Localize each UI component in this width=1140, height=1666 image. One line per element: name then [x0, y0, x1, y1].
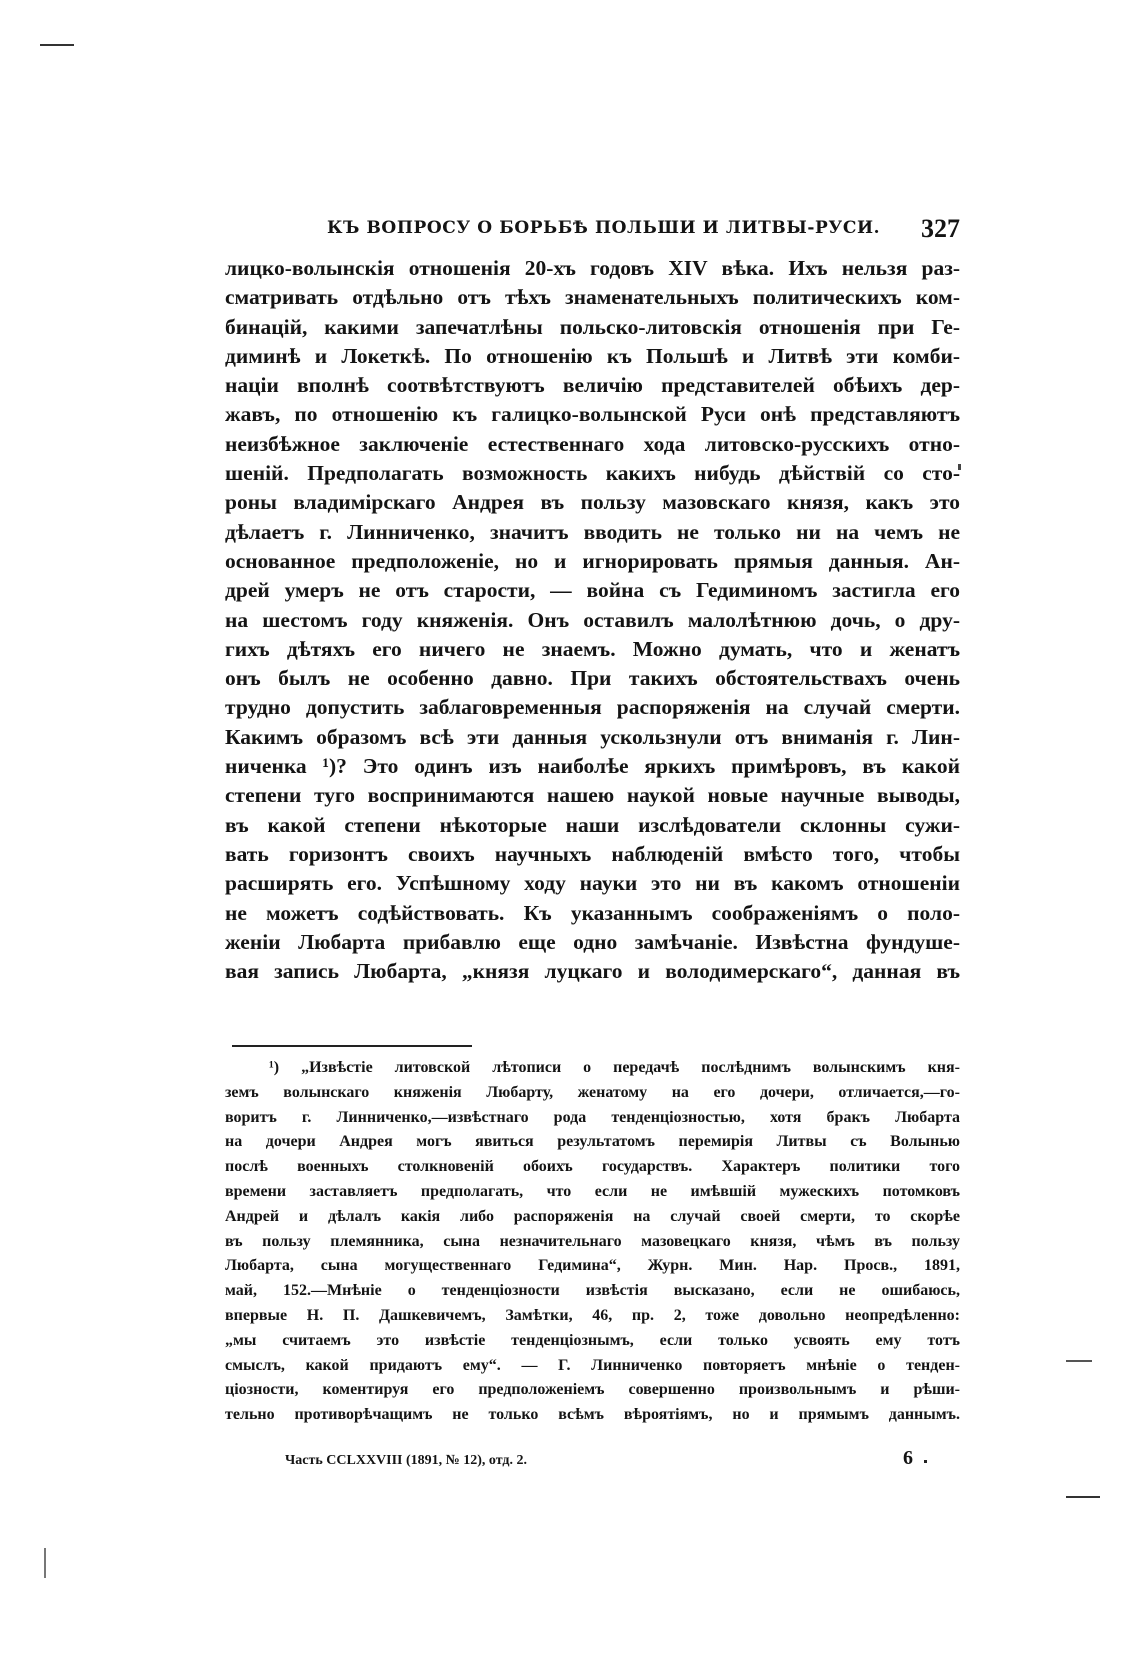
text-line: женіи Любарта прибавлю еще одно замѣчаніе. Извѣстна фундуше-: [225, 929, 960, 954]
sheet-number: 6: [903, 1447, 913, 1469]
footnote-line: въ пользу племянника, сына незначительнаго мазовецкаго князя, чѣмъ въ пользу: [225, 1232, 960, 1250]
footnote-line: на дочери Андрея могъ явиться результатомъ перемирія Литвы съ Волынью: [225, 1133, 960, 1151]
text-line: вать горизонтъ своихъ научныхъ наблюденій вмѣсто того, чтобы: [225, 841, 960, 866]
text-line: дрей умеръ не отъ старости, — война съ Гедиминомъ застигла его: [225, 578, 960, 603]
footnote-line: послѣ военныхъ столкновеній обоихъ государствъ. Характеръ политики того: [225, 1158, 960, 1176]
footnote-line: ціозности, коментируя его предположеніемъ совершенно произвольнымъ и рѣши-: [225, 1381, 960, 1399]
footnote-line: май, 152.—Мнѣніе о тенденціозности извѣстія высказано, если не ошибаюсь,: [225, 1282, 960, 1300]
footnote-line: воритъ г. Линниченко,—извѣстнаго рода тенденціозностью, хотя бракъ Любарта: [225, 1108, 960, 1126]
text-line: расширять его. Успѣшному ходу науки это ни въ какомъ отношеніи: [225, 871, 960, 896]
footnote-line: впервые Н. П. Дашкевичемъ, Замѣтки, 46, пр. 2, тоже довольно неопредѣленно:: [225, 1306, 960, 1324]
text-line: на шестомъ году княженія. Онъ оставилъ малолѣтнюю дочь, о дру-: [225, 607, 960, 632]
text-line: сматривать отдѣльно отъ тѣхъ знаменательныхъ политическихъ ком-: [225, 285, 960, 310]
footnote-divider: [232, 1045, 472, 1047]
text-line: основанное предположеніе, но и игнорировать прямыя данныя. Ан-: [225, 548, 960, 573]
sheet-dot: [924, 1460, 927, 1463]
scan-edge-mark: [1066, 1496, 1100, 1498]
running-head: [225, 214, 960, 244]
text-line: націи вполнѣ соотвѣтствуютъ величію представителей обѣихъ дер-: [225, 373, 960, 398]
footnote-line: тельно противорѣчащимъ не только всѣмъ вѣроятіямъ, но и прямымъ даннымъ.: [225, 1406, 960, 1424]
text-line: въ какой степени нѣкоторые наши изслѣдователи склонны сужи-: [225, 812, 960, 837]
text-line: диминѣ и Локеткѣ. По отношенію къ Польшѣ и Литвѣ эти комби-: [225, 343, 960, 368]
scan-edge-mark: [44, 1548, 46, 1578]
footnote-line: земъ волынскаго княженія Любарту, женатому на его дочери, отличается,—го-: [225, 1083, 960, 1101]
text-line: вая запись Любарта, „князя луцкаго и володимерскаго“, данная въ: [225, 959, 960, 984]
footnotes: [225, 1056, 960, 1428]
text-line: гихъ дѣтяхъ его ничего не знаемъ. Можно думать, что и женатъ: [225, 636, 960, 661]
text-line: Какимъ образомъ всѣ эти данныя ускользнули отъ вниманія г. Лин-: [225, 724, 960, 749]
text-line: трудно допустить заблаговременныя распоряженія на случай смерти.: [225, 695, 960, 720]
text-line: жавъ, по отношенію къ галицко-волынской Руси онѣ представляютъ: [225, 402, 960, 427]
printer-signature: Часть CCLXXVIII (1891, № 12), отд. 2.: [285, 1453, 527, 1468]
text-line: бинацій, какими запечатлѣны польско-литовскія отношенія при Ге-: [225, 314, 960, 339]
text-line: неизбѣжное заключеніе естественнаго хода литовско-русскихъ отно-: [225, 431, 960, 456]
text-line: онъ былъ не особенно давно. При такихъ обстоятельствахъ очень: [225, 666, 960, 691]
text-line: степени туго воспринимаются нашею наукой новые научные выводы,: [225, 783, 960, 808]
running-title: КЪ ВОПРОСУ О БОРЬБѢ ПОЛЬШИ И ЛИТВЫ-РУСИ.: [327, 218, 881, 238]
text-line: шеній. Предполагать возможность какихъ нибудь дѣйствій со сто-: [225, 461, 960, 486]
body-text: [225, 254, 960, 986]
footnote-line: Андрей и дѣлалъ какія либо распоряженія на случай своей смерти, то скорѣе: [225, 1207, 960, 1225]
page-number: 327: [921, 214, 960, 243]
footnote-line: времени заставляетъ предполагать, что если не имѣвшій мужескихъ потомковъ: [225, 1182, 960, 1200]
footnote-line: смыслъ, какой придаютъ ему“. — Г. Линниченко повторяетъ мнѣніе о тенден-: [225, 1356, 960, 1374]
text-line: ниченка ¹)? Это одинъ изъ наиболѣе яркихъ примѣровъ, въ какой: [225, 754, 960, 779]
footnote-line: „мы считаемъ это извѣстіе тенденціознымъ, если только усвоять ему тотъ: [225, 1331, 960, 1349]
footnote-line: ¹) „Извѣстіе литовской лѣтописи о передачѣ послѣднимъ волынскимъ кня-: [269, 1059, 960, 1076]
scan-edge-mark: [40, 44, 74, 46]
footnote-line: Любарта, сына могущественнаго Гедимина“, Журн. Мин. Нар. Просв., 1891,: [225, 1257, 960, 1275]
text-line: роны владимірскаго Андрея въ пользу мазовскаго князя, какъ это: [225, 490, 960, 515]
text-line: не можетъ содѣйствовать. Къ указаннымъ соображеніямъ о поло-: [225, 900, 960, 925]
scan-edge-mark: [1066, 1360, 1092, 1362]
text-line: дѣлаетъ г. Линниченко, значитъ вводить не только ни на чемъ не: [225, 519, 960, 544]
text-line: лицко-волынскія отношенія 20-хъ годовъ XIV вѣка. Ихъ нельзя раз-: [225, 256, 960, 280]
